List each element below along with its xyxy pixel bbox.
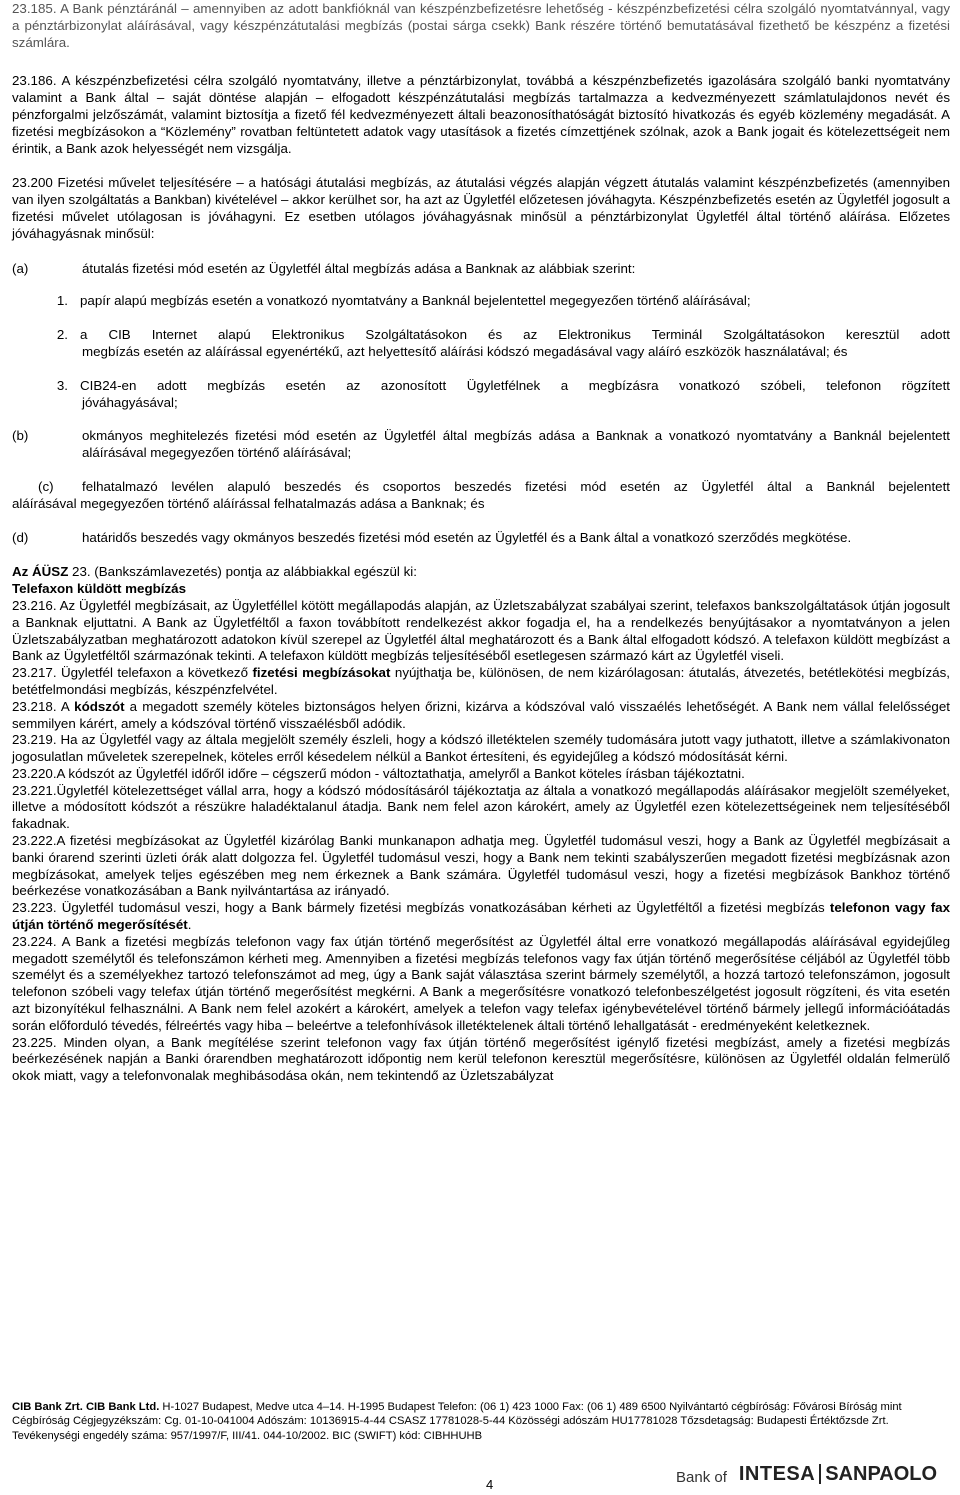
- item-d: [12, 530, 950, 547]
- item-b-label: (b): [12, 428, 29, 444]
- logo-intesa: INTESA: [738, 1463, 816, 1485]
- item-c: [12, 479, 950, 513]
- paragraph-23-217: [12, 665, 950, 699]
- item-a1-number: 1.: [56, 293, 68, 309]
- item-a3: [12, 378, 950, 412]
- p223-a: 23.223. Ügyletfél tudomásul veszi, hogy a Bank bármely fizetési megbízás vonatkozásában kérheti az Ügyletféltől a fizetési megbízás: [12, 900, 830, 916]
- p217-a: 23.217. Ügyletfél telefaxon a következő: [12, 665, 253, 681]
- page-number: 4: [486, 1477, 494, 1492]
- paragraph-23-185: [12, 1, 950, 51]
- item-a2-rest: megbízás esetén az aláírással egyenértékű, azt helyettesítő aláírási kódszó megadásával vagy aláíró eszközök használatával; és: [82, 343, 848, 359]
- paragraph-23-223: [12, 900, 950, 934]
- item-a2: [12, 327, 950, 361]
- aüsz-intro: [12, 564, 950, 581]
- p217-b: fizetési megbízásokat: [252, 665, 391, 681]
- item-a1-text: papír alapú megbízás esetén a vonatkozó nyomtatvány a Banknál bejelentettel megegyezően történő aláírásával;: [80, 293, 751, 309]
- item-b-text: okmányos meghitelezés fizetési mód esetén az Ügyletfél által megbízás adása a Banknak a vonatkozó nyomtatvány a Banknál bejelentett aláírásával megegyezően történő aláírásával;: [82, 428, 950, 461]
- bank-logo: [676, 1460, 937, 1486]
- footer-text: H-1027 Budapest, Medve utca 4–14. H-1995 Budapest Telefon: (06 1) 423 1000 Fax: (06 1) 489 6500 Nyilvántartó cégbíróság: Fővárosi Bíróság mint Cégbíróság Cégjegyzékszám: Cg. 01-10-041004 Adószám: 10136915-4-44 CSASZ 17781028-5-44 Közösségi adószám HU17781028 Tőzsdetagság: Budapesti Értéktőzsde Zrt. Tevékenységi engedély száma: 957/1997/F, III/41. 044-10/2002. BIC (SWIFT) kód: CIBHHUHB: [12, 1401, 902, 1442]
- section-heading: [12, 581, 950, 598]
- item-c-rest: aláírásával megegyezően történő aláírással felhatalmazás adása a Banknak; és: [12, 495, 485, 511]
- section-heading-text: Telefaxon küldött megbízás: [12, 581, 186, 597]
- item-a2-first-line: a CIB Internet alapú Elektronikus Szolgáltatásokon és az Elektronikus Terminál Szolgáltatásokon keresztül adott: [80, 327, 950, 343]
- item-d-label: (d): [12, 529, 29, 545]
- item-a3-number: 3.: [56, 377, 68, 393]
- footer-company: CIB Bank Zrt. CIB Bank Ltd.: [12, 1401, 160, 1413]
- paragraph-23-186: 23.186. A készpénzbefizetési célra szolgáló nyomtatvány, illetve a pénztárbizonylat, továbbá a készpénzbefizetés igazolására szolgáló banki nyomtatvány valamint a Bank által – saját döntése alapján – elfogadott készpénzátutalási megbízás tartalmazza a kedvezményezett számlatulajdonos nevét és pénzforgalmi jelzőszámát, valamint biztosítja a fizető fél kedvezményezett általi beazonosíthatóságát biztosító hivatkozás és egyéb közlemény megadását. A fizetési megbízásokon a “Közlemény” rovatban feltüntetett adatok vagy utasítások a fizetés címzettjének szólnak, azok a Bank jogait és kötelezettségeit nem érintik, a Bank azok helyességét nem vizsgálja.: [12, 73, 950, 156]
- paragraph-23-200: 23.200 Fizetési művelet teljesítésére – a hatósági átutalási megbízás, az átutalási végzés alapján végzett átutalás valamint készpénzbefizetés (amennyiben van ilyen szolgáltatás a Bankban) kivételével – akkor kerülhet sor, ha azt az Ügyletfél előzetesen jóváhagyta. Készpénzbefizetés esetén az Ügyletfél jogosult a fizetési művelet utólagosan is jóváhagyni. Ez esetben utólagos jóváhagyásnak minősül a pénztárbizonylat Ügyletfél által történő aláírása. Előzetes jóváhagyásnak minősül:: [12, 175, 950, 241]
- aüsz-bold: Az ÁÜSZ: [12, 564, 69, 580]
- p218-c: a megadott személy köteles biztonságos helyen őrizni, kizárva a kódszóval való visszaélés lehetőségét. A Bank nem vállal felelősséget semmilyen kárért, amely a kódszóval történő visszaélésből adódik.: [12, 698, 950, 731]
- item-c-first-line: felhatalmazó levélen alapuló beszedés és csoportos beszedés fizetési mód esetén az Ügyletfél által a Banknál bejelentett: [82, 478, 950, 494]
- item-a: [12, 261, 950, 278]
- paragraph-23-216: 23.216. Az Ügyletfél megbízásait, az Ügyletféllel kötött megállapodás alapján, az Üzletszabályzat szabályai szerint, telefaxos bankszolgáltatások útján jogosult a Banknak eljuttatni. A Bank az Ügyletféltől a faxon továbbított rendelkezést akkor fogadja el, ha a rendelkezés benyújtásakor a nyomtatványon a jelen Üzletszabályzatban meghatározott adatokon kívül szerepel az Ügyletfél által meghatározott és a Bank által elfogadott kódszó. A telefaxon küldött megbízást a Bank az Ügyletféltől származónak tekinti. A telefaxon küldött megbízás teljesítéséből esetlegesen származó kárt az Ügyletfél viseli.: [12, 597, 950, 664]
- item-a3-first-line: CIB24-en adott megbízás esetén az azonosított Ügyletfélnek a megbízásra vonatkozó szóbeli, telefonon rögzített: [80, 377, 950, 393]
- p218-b: kódszót: [74, 698, 125, 714]
- p223-c: .: [187, 917, 192, 933]
- paragraph-23-224: 23.224. A Bank a fizetési megbízás telefonon vagy fax útján történő megerősítést az Ügyletfél által erre vonatkozó megállapodás aláírásával egyidejűleg megadott személytől és telefonszámon kérheti meg. Amennyiben a fizetési megbízás telefonos vagy fax útján történő megerősítése céljából az Ügyletfél több személyt és a személyekhez tartozó telefonszámot ad meg, úgy a Bank saját választása szerint bármely személytől, a hozzá tartozó telefonszámon, jogosult telefonon szóbeli vagy telefax útján történő megerősítést megkérni. A Bank a megerősítésre vonatkozó telefonbeszélgetést jogosult rögzíteni, és vita esetén azt bizonyítékul felhasználni. A Bank nem felel azokért a károkért, amelyek a telefon vagy telefax igénybevételével történő bármely jellegű információátadás során előforduló tévedés, félreértés vagy hiba – beleértve a telefonhívások illetéktelenek általi történő lehallgatását - eredményeként keletkeznek.: [12, 933, 950, 1033]
- item-a2-number: 2.: [56, 327, 68, 343]
- p218-a: 23.218. A: [12, 698, 75, 714]
- logo-separator: [819, 1464, 821, 1484]
- paragraph-23-221: 23.221.Ügyletfél kötelezettséget vállal arra, hogy a kódszó módosításáról tájékoztatja az általa a vonatkozó megállapodás aláírásakor megjelölt személyeket, illetve a módosított kódszót a részükre haladéktalanul átadja. Bank nem felel azon károkért, amely az Ügyletfél ezen kötelezettségeinek nem teljesítéséből fakadnak.: [12, 782, 950, 832]
- paragraph-23-185-line2: történő bemutatásával fizethető be készpénz a fizetési számlára.: [12, 17, 950, 50]
- document-page: [12, 0, 950, 1085]
- logo-bank-of: Bank of: [676, 1469, 727, 1486]
- item-d-text: határidős beszedés vagy okmányos beszedés fizetési mód esetén az Ügyletfél és a Bank által a vonatkozó szerződés megkötése.: [82, 529, 852, 545]
- paragraph-23-185-line1: 23.185. A Bank pénztáránál – amennyiben az adott bankfióknál van készpénzbefizetésre lehetőség - készpénzbefizetési célra szolgáló nyomtatvánnyal, vagy a pénztárbizonylat aláírásával, vagy készpénzátutalási megbízás (postai sárga csekk) Bank részére: [12, 1, 950, 33]
- aüsz-rest: 23. (Bankszámlavezetés) pontja az alábbiakkal egészül ki:: [68, 564, 417, 580]
- paragraph-23-220: 23.220.A kódszót az Ügyletfél időről időre – cégszerű módon - változtathatja, amelyről a Bankot köteles írásban tájékoztatni.: [12, 765, 745, 781]
- paragraph-23-222: 23.222.A fizetési megbízásokat az Ügyletfél kizárólag Banki munkanapon adhatja meg. Ügyletfél tudomásul veszi, hogy a Bank az Ügyletfél megbízásait a banki órarend szerinti üzleti órák alatt dolgozza fel. Ügyletfél tudomásul veszi, hogy a Bank nem tekinti szabályszerűen megadott fizetési megbízásnak azon megbízásokat, amelyek teljes egészében meg nem érkeznek a Bank számára. Ügyletfél tudomásul veszi, hogy a fizetési megbízások Bankhoz történő beérkezése vonatkozásában a Bank nyilvántartása az irányadó.: [12, 833, 950, 899]
- item-b: [12, 428, 950, 462]
- paragraph-23-225: 23.225. Minden olyan, a Bank megítélése szerint telefonon vagy fax útján történő megerősítést igénylő fizetési megbízást, amely a fizetési megbízás beérkezésének napján a Banki órarendben meghatározott időpontig nem kerül telefonon keresztül megerősítésre, különösen az Ügyletfél oldalán felmerülő okok miatt, vagy a telefonvonalak meghibásodása okán, nem tekintendő az Üzletszabályzat: [12, 1034, 950, 1084]
- logo-sanpaolo: SANPAOLO: [825, 1463, 938, 1485]
- item-a3-rest: jóváhagyásával;: [82, 394, 178, 410]
- p217-c: nyújthatja be, különösen, de nem kizárólagosan: átutalás, átvezetés, betétlekötési megbízás, betétfelmondási megbízás, készpénzfelvétel.: [12, 665, 950, 697]
- item-a1: [12, 293, 950, 310]
- item-a-text: átutalás fizetési mód esetén az Ügyletfél által megbízás adása a Banknak az alábbiak szerint:: [82, 260, 636, 276]
- paragraph-23-218: [12, 699, 950, 733]
- item-a-label: (a): [12, 260, 29, 276]
- p223-b: telefonon vagy fax útján történő megerősítését: [12, 900, 951, 933]
- paragraph-23-219: 23.219. Ha az Ügyletfél vagy az általa megjelölt személy észleli, hogy a kódszó illetéktelen személy tudomására jutott vagy juthatott, illetve a számlakivonaton jogosulatlan műveletek szerepelnek, köteles erről késedelem nélkül a Bankot értesíteni, és egyidejűleg a kódszó módosítását kérni.: [12, 732, 950, 765]
- item-c-label: (c): [38, 478, 54, 494]
- page-footer: [12, 1400, 948, 1443]
